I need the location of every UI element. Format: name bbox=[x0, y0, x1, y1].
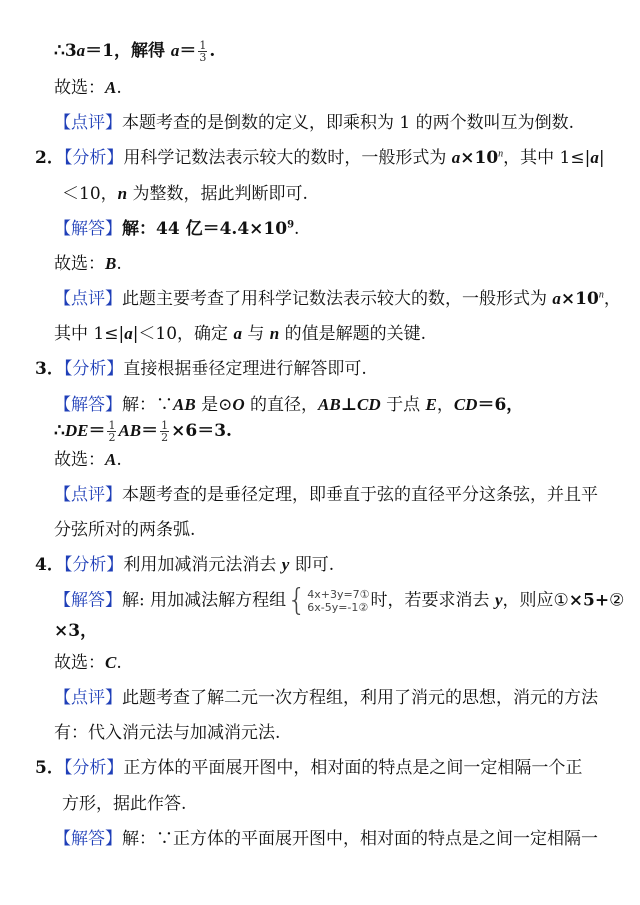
brace-icon: { bbox=[287, 583, 307, 618]
exponent-n: n bbox=[498, 148, 504, 160]
text: 此题主要考查了用科学记数法表示较大的数，一般形式为 bbox=[122, 289, 553, 309]
answer-tag: 【解答】 bbox=[54, 219, 122, 239]
review-tag: 【点评】 bbox=[54, 688, 122, 708]
s3-answer-2 bbox=[54, 420, 232, 444]
text: 于点 bbox=[380, 395, 426, 415]
question-number: 5． bbox=[35, 758, 64, 778]
analysis-text: 方形，据此作答. bbox=[62, 794, 187, 814]
text: 是⊙ bbox=[195, 395, 233, 415]
answer-tag: 【解答】 bbox=[54, 395, 122, 415]
text: |＜10，确定 bbox=[132, 324, 234, 344]
frac-num: 1 bbox=[161, 419, 169, 432]
text: ＝ bbox=[141, 421, 159, 441]
review-text: 本题考查的是倒数的定义，即乘积为 1 的两个数叫互为倒数. bbox=[122, 113, 575, 133]
text: 其中 1≤| bbox=[54, 324, 125, 344]
s1-review bbox=[54, 112, 574, 136]
s2-analysis-2 bbox=[62, 183, 308, 207]
s1-choose bbox=[54, 77, 122, 101]
var-a: a bbox=[170, 41, 180, 60]
answer-tag: 【解答】 bbox=[54, 829, 122, 849]
text: ＝1，解得 bbox=[85, 41, 171, 61]
text: . bbox=[294, 219, 300, 239]
text: ＝6， bbox=[477, 395, 524, 415]
review-tag: 【点评】 bbox=[54, 485, 122, 505]
var-ab: AB bbox=[118, 421, 142, 440]
review-tag: 【点评】 bbox=[54, 113, 122, 133]
fraction-one-third bbox=[198, 40, 207, 63]
var-a: a bbox=[76, 41, 86, 60]
var-n: n bbox=[269, 324, 280, 343]
s3-review-2 bbox=[54, 519, 195, 543]
var-a: a bbox=[590, 148, 599, 167]
text: 时，若要求消去 bbox=[370, 590, 495, 611]
text: ， bbox=[436, 395, 454, 415]
s4-review-2 bbox=[54, 722, 280, 746]
answer-letter: A bbox=[105, 78, 117, 97]
text: ，则应 bbox=[502, 590, 554, 611]
text: ， bbox=[603, 289, 621, 309]
text: 解：∵ bbox=[122, 395, 173, 415]
text: 与 bbox=[241, 324, 270, 344]
frac-num: 1 bbox=[108, 419, 116, 432]
var-cd: CD bbox=[357, 395, 381, 414]
var-a: a bbox=[552, 289, 561, 308]
answer-tag: 【解答】 bbox=[54, 590, 122, 611]
answer-text: 解：44 亿＝4.4×10 bbox=[122, 219, 288, 239]
s4-answer-2 bbox=[54, 620, 97, 644]
s3-analysis bbox=[35, 358, 367, 382]
analysis-tag: 【分析】 bbox=[63, 555, 124, 575]
fraction-one-half bbox=[107, 420, 116, 443]
text: ∴ bbox=[54, 421, 65, 441]
review-text: 有：代入消元法与加减消元法. bbox=[54, 723, 281, 743]
s5-analysis-2 bbox=[62, 793, 186, 817]
s5-analysis bbox=[35, 757, 582, 781]
var-ab: AB bbox=[173, 395, 196, 414]
text: ×3， bbox=[54, 621, 98, 641]
review-text: 此题考查了解二元一次方程组，利用了消元的思想，消元的方法 bbox=[122, 688, 598, 708]
s1-line1 bbox=[54, 40, 215, 64]
var-y: y bbox=[494, 590, 503, 610]
text: ，其中 1≤| bbox=[503, 148, 591, 168]
question-number: 3． bbox=[35, 359, 64, 379]
var-n: n bbox=[117, 184, 128, 203]
text: ＜10， bbox=[62, 184, 118, 204]
text: 故选： bbox=[54, 450, 105, 470]
text: 即可. bbox=[289, 555, 335, 575]
text: ×5+ bbox=[568, 590, 610, 611]
text: 的值是解题的关键. bbox=[279, 324, 427, 344]
text: 利用加减消元法消去 bbox=[123, 555, 282, 575]
text: ＝ bbox=[88, 421, 106, 441]
analysis-tag: 【分析】 bbox=[63, 758, 124, 778]
var-a: a bbox=[233, 324, 242, 343]
text: 故选： bbox=[54, 78, 105, 98]
s3-answer bbox=[54, 394, 523, 418]
text: 的直径， bbox=[244, 395, 319, 415]
review-text: 分弦所对的两条弧. bbox=[54, 520, 196, 540]
s4-choose bbox=[54, 652, 122, 676]
text: 为整数，据此判断即可. bbox=[127, 184, 308, 204]
text: ×10 bbox=[560, 289, 599, 309]
text: . bbox=[116, 254, 122, 274]
review-text: 本题考查的是垂径定理，即垂直于弦的直径平分这条弦，并且平 bbox=[122, 485, 598, 505]
s4-analysis bbox=[35, 554, 334, 578]
analysis-tag: 【分析】 bbox=[63, 359, 124, 379]
var-e: E bbox=[425, 395, 437, 414]
var-a: a bbox=[451, 148, 461, 167]
question-number: 4． bbox=[35, 555, 64, 575]
frac-den: 2 bbox=[161, 431, 169, 444]
var-cd: CD bbox=[453, 395, 478, 414]
s2-review bbox=[54, 288, 621, 312]
text: . bbox=[116, 653, 122, 673]
var-a: a bbox=[124, 324, 133, 343]
frac-num: 1 bbox=[199, 39, 207, 52]
var-o: O bbox=[232, 395, 245, 414]
circled-two: ② bbox=[609, 590, 625, 611]
analysis-text: 正方体的平面展开图中，相对面的特点是之间一定相隔一个正 bbox=[123, 758, 583, 778]
text: . bbox=[209, 41, 216, 61]
equation-1: 4x+3y=7① bbox=[307, 588, 370, 601]
circled-one: ① bbox=[553, 590, 569, 611]
s2-answer bbox=[54, 218, 299, 242]
exponent-n: n bbox=[598, 289, 604, 301]
text: 用科学记数法表示较大的数时，一般形式为 bbox=[123, 148, 452, 168]
text: ∴3 bbox=[54, 41, 77, 61]
var-de: DE bbox=[64, 421, 89, 440]
review-tag: 【点评】 bbox=[54, 289, 122, 309]
answer-text: 解：∵正方体的平面展开图中，相对面的特点是之间一定相隔一 bbox=[122, 829, 598, 849]
frac-den: 3 bbox=[199, 51, 207, 64]
question-number: 2． bbox=[35, 148, 64, 168]
answer-letter: C bbox=[105, 653, 117, 672]
frac-den: 2 bbox=[108, 431, 116, 444]
equation-2: 6x-5y=-1② bbox=[307, 601, 369, 614]
perp-symbol: ⊥ bbox=[340, 395, 358, 415]
var-y: y bbox=[281, 555, 290, 574]
text: | bbox=[598, 148, 605, 168]
s2-review-2 bbox=[54, 323, 426, 347]
text: ×10 bbox=[460, 148, 499, 168]
text: . bbox=[116, 450, 122, 470]
equation-system bbox=[287, 583, 370, 618]
answer-letter: A bbox=[105, 450, 117, 469]
analysis-tag: 【分析】 bbox=[63, 148, 124, 168]
text: 故选： bbox=[54, 254, 105, 274]
text: ＝ bbox=[179, 41, 197, 61]
s2-choose bbox=[54, 253, 122, 277]
s3-choose bbox=[54, 449, 122, 473]
text: ×6＝3. bbox=[171, 421, 232, 441]
text: 解: 用加减法解方程组 bbox=[122, 590, 287, 611]
s2-analysis bbox=[35, 147, 605, 171]
analysis-text: 直接根据垂径定理进行解答即可. bbox=[123, 359, 367, 379]
s3-review bbox=[54, 484, 598, 508]
s5-answer bbox=[54, 828, 598, 852]
text: . bbox=[116, 78, 122, 98]
exponent: 9 bbox=[287, 219, 295, 231]
var-ab: AB bbox=[318, 395, 341, 414]
fraction-one-half bbox=[160, 420, 169, 443]
s4-review bbox=[54, 687, 598, 711]
text: 故选： bbox=[54, 653, 105, 673]
s4-answer bbox=[54, 583, 625, 618]
answer-letter: B bbox=[105, 254, 117, 273]
